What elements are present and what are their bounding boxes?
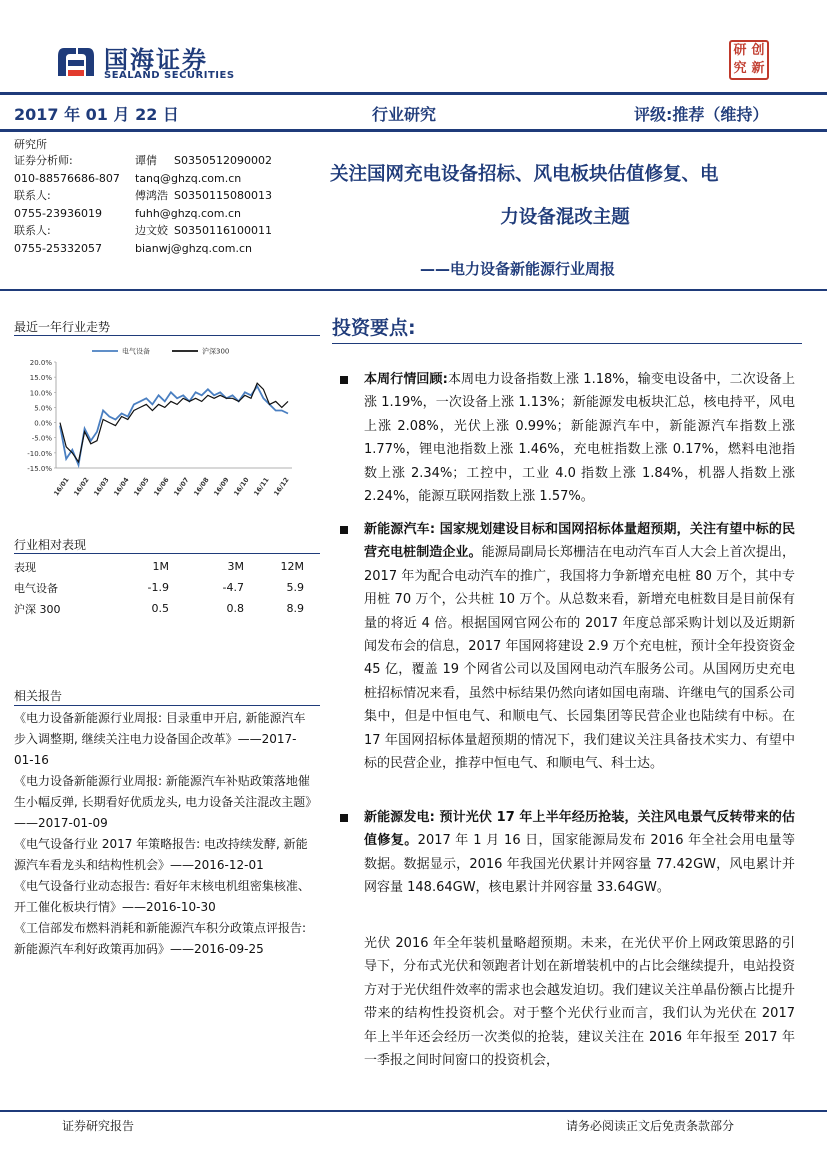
contact-row	[14, 171, 314, 189]
bullet-item	[340, 518, 795, 775]
bullet-item	[340, 368, 795, 508]
contact-email[interactable]: fuhh@ghzq.com.cn	[135, 206, 242, 220]
y-tick-label: -5.0%	[31, 434, 52, 443]
footer-rule	[0, 1110, 827, 1112]
contact-row	[14, 188, 314, 206]
banner-top-rule	[0, 92, 827, 95]
series-line	[60, 386, 288, 465]
contact-phone: 010-88576686-807	[14, 171, 120, 185]
perf-header: 12M	[280, 560, 304, 573]
legend-label: 沪深300	[202, 347, 230, 356]
report-subtitle: ——电力设备新能源行业周报	[420, 260, 616, 278]
y-tick-label: 0.0%	[34, 419, 52, 428]
contact-phone: 0755-25332057	[14, 241, 102, 255]
contact-license: S0350116100011	[174, 224, 272, 237]
reports-list	[14, 708, 312, 960]
x-tick-label: 16/08	[192, 476, 211, 498]
bullet-square-icon	[340, 526, 348, 534]
perf-cell: 电气设备	[14, 581, 58, 595]
perf-cell: 8.9	[286, 602, 304, 615]
contacts-table	[14, 153, 314, 258]
report-category: 行业研究	[372, 105, 437, 124]
perf-cell: -1.9	[147, 581, 169, 594]
report-link[interactable]: 《电气设备行业动态报告: 看好年末核电机组密集核准、开工催化板块行情》——2016-10-30	[14, 879, 310, 914]
y-tick-label: -15.0%	[27, 465, 52, 473]
bullet-text: 能源局副局长郑栅洁在电动汽车百人大会上首次提出，2017 年为配合电动汽车的推广，我国将力争新增充电桩 80 万个，其中专用桩 70 万个，公共桩 10 万个。从总数来看，新增充电桩数目是目前保有量的将近 4 倍。根据国网官网公布的 2017 年度总部采购计划以及近期新闻发布会的信息，2017 年国网将建设 2.9 万个充电桩，预计全年投资资金 45 亿，覆盖 19 个网省公司以及国网电动汽车服务公司。从国网历史充电桩招标情况来看，虽然中标结果仍然向诸如国电南瑞、许继电气的国系公司集中，但是中恒电气、和顺电气、长园集团等民营企业也陆续有中标。在 17 年国网招标体量超预期的情况下，我们建议关注具备技术实力、有望中标的民营企业，推荐中恒电气、和顺电气、科士达。	[364, 545, 795, 772]
x-tick-label: 16/12	[272, 476, 291, 498]
seal-char: 研	[733, 43, 747, 58]
research-seal	[729, 40, 769, 80]
perf-header: 1M	[152, 560, 169, 573]
report-title-line1: 关注国网充电设备招标、风电板块估值修复、电	[330, 164, 719, 185]
seal-char: 新	[751, 61, 765, 76]
reports-title-rule	[14, 705, 320, 706]
report-date: 2017 年 01 月 22 日	[14, 105, 179, 124]
x-tick-label: 16/06	[152, 476, 171, 498]
legend-label: 电气设备	[122, 347, 150, 356]
perf-header: 表现	[14, 560, 36, 574]
contact-row	[14, 223, 314, 241]
report-link[interactable]: 《电力设备新能源行业周报: 目录重申开启, 新能源汽车步入调整期, 继续关注电力设备国企改革》——2017-01-16	[14, 711, 306, 767]
contact-row	[14, 241, 314, 259]
rating: 评级:推荐（维持）	[634, 105, 769, 124]
bullet-text: 本周电力设备指数上涨 1.18%，输变电设备中，二次设备上涨 1.19%，一次设备上涨 1.13%；新能源发电板块汇总，核电持平，风电上涨 2.08%，光伏上涨 0.99%；新能源汽车中，新能源汽车指数上涨 1.77%，锂电池指数上涨 1.46%，充电桩指数上涨 0.17%，燃料电池指数上涨 2.34%；工控中，工业 4.0 指数上涨 1.84%，机器人指数上涨 2.24%，能源互联网指数上涨 1.57%。	[364, 372, 795, 505]
org-label: 研究所	[14, 138, 47, 151]
y-tick-label: 15.0%	[29, 374, 52, 383]
x-tick-label: 16/05	[132, 476, 151, 498]
perf-cell: 0.5	[151, 602, 169, 615]
y-tick-label: 5.0%	[34, 404, 52, 413]
bullet-square-icon	[340, 376, 348, 384]
seal-char: 究	[733, 61, 747, 76]
x-tick-label: 16/09	[212, 476, 231, 498]
x-tick-label: 16/04	[112, 476, 131, 498]
brand-name-en: SEALAND SECURITIES	[104, 70, 235, 81]
perf-table	[14, 556, 304, 619]
contact-email[interactable]: bianwj@ghzq.com.cn	[135, 241, 253, 255]
footer-right: 请务必阅读正文后免责条款部分	[566, 1119, 735, 1133]
x-tick-label: 16/01	[52, 476, 71, 498]
contact-role: 联系人:	[14, 189, 51, 202]
report-title-line2: 力设备混改主题	[500, 207, 630, 228]
trend-chart	[10, 340, 310, 500]
perf-header-row	[14, 556, 304, 577]
x-tick-label: 16/03	[92, 476, 111, 498]
bullet-item	[340, 806, 795, 900]
perf-row	[14, 577, 304, 598]
contact-name: 边文姣	[135, 224, 168, 237]
report-link[interactable]: 《电力设备新能源行业周报: 新能源汽车补贴政策落地催生小幅反弹, 长期看好优质龙头, 电力设备关注混改主题》——2017-01-09	[14, 774, 312, 830]
section-rule	[0, 289, 827, 291]
x-tick-label: 16/10	[232, 476, 251, 498]
bullet-lead: 本周行情回顾:	[364, 372, 448, 387]
perf-title: 行业相对表现	[14, 538, 87, 552]
contact-row	[14, 206, 314, 224]
reports-title: 相关报告	[14, 689, 63, 703]
main-heading-rule	[332, 343, 802, 344]
contact-license: S0350115080013	[174, 189, 272, 202]
report-link[interactable]: 《电气设备行业 2017 年策略报告: 电改持续发酵, 新能源汽车看龙头和结构性机会》——2016-12-01	[14, 837, 308, 872]
contact-name: 傅鸿浩	[135, 189, 168, 202]
perf-cell: -4.7	[222, 581, 244, 594]
x-tick-label: 16/02	[72, 476, 91, 498]
seal-char: 创	[751, 43, 765, 58]
contact-email[interactable]: tanq@ghzq.com.cn	[135, 171, 242, 185]
perf-cell: 5.9	[286, 581, 304, 594]
bullet-lead: 新能源发电: 预计光伏 17 年上半年经历抢装，关注风电景气反转带来的估值修复。	[364, 810, 795, 849]
banner-bottom-rule	[0, 129, 827, 132]
perf-cell: 沪深 300	[14, 602, 61, 616]
brand-name-cn: 国海证券	[104, 46, 208, 74]
y-tick-label: 20.0%	[29, 359, 52, 367]
contact-role: 证券分析师:	[14, 154, 73, 167]
trend-title-rule	[14, 335, 320, 336]
report-link[interactable]: 《工信部发布燃料消耗和新能源汽车积分政策点评报告: 新能源汽车利好政策再加码》——2016-09-25	[14, 921, 307, 956]
footer-left: 证券研究报告	[62, 1119, 135, 1133]
contact-row	[14, 153, 314, 171]
perf-header: 3M	[227, 560, 244, 573]
trend-title: 最近一年行业走势	[14, 320, 111, 334]
contact-name: 谭倩	[135, 154, 157, 167]
bullet-lead: 新能源汽车: 国家规划建设目标和国网招标体量超预期，关注有望中标的民营充电桩制造企业。	[364, 522, 795, 561]
x-tick-label: 16/07	[172, 476, 191, 498]
main-heading: 投资要点:	[332, 317, 416, 339]
brand-logo	[56, 40, 246, 84]
bullet-block	[340, 518, 795, 775]
contact-role: 联系人:	[14, 224, 51, 237]
y-tick-label: 10.0%	[29, 389, 52, 398]
logo-mark-icon	[56, 42, 96, 82]
y-tick-label: -10.0%	[27, 449, 52, 458]
bullet-square-icon	[340, 814, 348, 822]
bullet-text: 2017 年 1 月 16 日，国家能源局发布 2016 年全社会用电量等数据。数据显示，2016 年我国光伏累计并网容量 77.42GW，风电累计并网容量 148.64GW，核电累计并网容量 33.64GW。	[364, 833, 795, 896]
bullet-block	[340, 368, 795, 508]
perf-cell: 0.8	[226, 602, 244, 615]
x-tick-label: 16/11	[252, 476, 271, 498]
perf-title-rule	[14, 553, 320, 554]
contact-phone: 0755-23936019	[14, 206, 102, 220]
bullet-block	[340, 806, 795, 900]
main-paragraph: 光伏 2016 年全年装机量略超预期。未来，在光伏平价上网政策思路的引导下，分布式光伏和领跑者计划在新增装机中的占比会继续提升，电站投资方对于光伏组件效率的需求也会越发迫切。我们建议关注单晶份额占比提升带来的结构性投资机会。对于整个光伏行业而言，我们认为光伏在 2017 年上半年还会经历一次类似的抢装，建议关注在 2016 年年报至 2017 年一季报之间时间窗口的投资机会，	[364, 936, 795, 1069]
perf-row	[14, 598, 304, 619]
contact-license: S0350512090002	[174, 154, 272, 167]
